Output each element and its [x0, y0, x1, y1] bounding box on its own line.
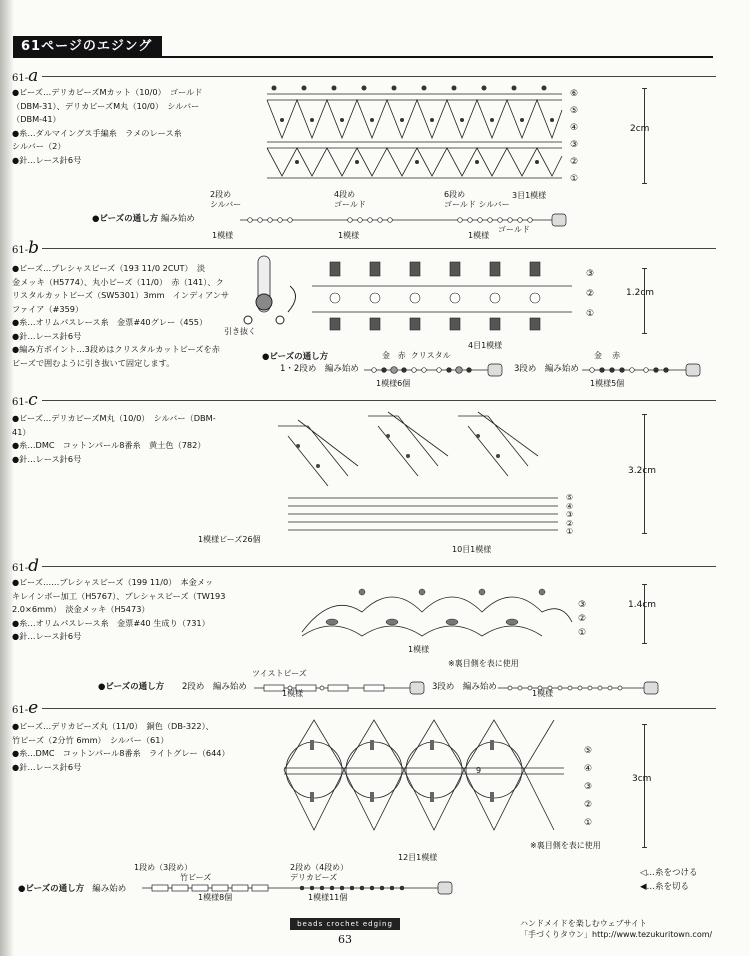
beads-count: 1模様ビーズ26個 [198, 535, 261, 544]
repeat-note: 3目1模様 [512, 191, 547, 200]
crochet-chart-c [268, 406, 568, 546]
watermark: ハンドメイドを楽しむウェブサイト 「手づくりタウン」http://www.tezukuritown.com/ [520, 919, 713, 939]
row-numbers: ③ ② ① [586, 269, 595, 319]
dimension-line [644, 584, 645, 644]
bead-label-group-2: 4段め ゴールド [334, 190, 366, 209]
section-61-b [12, 238, 716, 390]
section-rule [42, 248, 716, 249]
bead-label-group-3: 6段め ゴールド シルバー [444, 190, 510, 209]
threading-row-2: 3段め 編み始め [432, 682, 497, 692]
bead-string-b1 [364, 364, 504, 378]
repeat-label: 1模様6個 [376, 379, 411, 388]
crochet-chart-a [262, 80, 582, 190]
footer-title: beads crochet edging [290, 918, 400, 930]
dimension-label: 2cm [630, 124, 650, 134]
threading-row-2-label: 2段め（4段め） [290, 863, 349, 872]
bead-string-b2 [582, 364, 712, 378]
repeat-label: 10目1模様 [452, 545, 492, 554]
repeat-label: 12目1模様 [398, 853, 438, 862]
section-label: 61-a [12, 66, 39, 86]
threading-row-1: 1・2段め 編み始め [280, 364, 359, 374]
repeat-note: 4目1模様 [468, 341, 503, 350]
bead-string-e [142, 882, 462, 896]
section-61-e [12, 698, 716, 908]
bead-color-labels: 金 赤 [594, 351, 621, 360]
bead-threading-label: ●ビーズの通し方 [98, 682, 165, 692]
repeat-label: 1模様 [282, 689, 304, 698]
repeat-label: 1模様 [532, 689, 554, 698]
bead-label-bamboo: 竹ビーズ [180, 873, 212, 882]
row-numbers: ⑤ ④ ③ ② ① [566, 493, 574, 536]
materials-list: ●ビーズ…デリカビーズ丸（11/0） 銅色（DB-322）、 竹ビーズ（2分竹 6mm） シルバー（61） ●糸…DMC コットンパール8番糸 ライトグレー（644） ●針…レース針6号 [12, 721, 230, 772]
section-label: 61-d [12, 556, 39, 576]
dimension-label: 3.2cm [628, 466, 657, 476]
section-rule [42, 400, 716, 401]
page-number: 63 [338, 933, 352, 946]
crochet-chart-e [274, 710, 574, 846]
row-numbers: ⑥ ⑤ ④ ③ ② ① [570, 89, 579, 184]
note: ※裏目側を表に使用 [448, 659, 519, 668]
section-label: 61-e [12, 698, 39, 718]
section-61-d [12, 556, 716, 696]
dimension-line [644, 88, 645, 184]
materials-list: ●ビーズ…デリカビーズMカット（10/0） ゴールド （DBM-31）、デリカビーズM丸（10/0） シルバー （DBM-41） ●糸…ダルマイングス手編糸 ラメのレース糸 シルバー（2） ●針…レース針6号 [12, 87, 203, 165]
bead-threading-label: ●ビーズの通し方 編み始め [92, 214, 195, 224]
repeat-label: 1模様 [338, 231, 360, 240]
section-rule [42, 76, 716, 77]
repeat-label: 1模様 [212, 231, 234, 240]
threading-row-2: 3段め 編み始め [514, 364, 579, 374]
bead-color-labels: 金 赤 クリスタル [382, 351, 451, 360]
bead-label-twist: ツイストビーズ [252, 669, 307, 678]
section-label: 61-c [12, 390, 38, 410]
bead-label-delica: デリカビーズ [290, 873, 338, 882]
page-title: 61ページのエジング [13, 36, 162, 57]
row-numbers: ⑤ ④ ③ ② ① [584, 746, 593, 828]
dimension-line [644, 724, 645, 848]
section-rule [42, 566, 716, 567]
bead-string-d1 [254, 682, 434, 696]
bead-threading-label: ●ビーズの通し方 編み始め [18, 884, 127, 894]
section-61-c [12, 390, 716, 558]
repeat-label: 1模様11個 [308, 893, 348, 902]
dimension-label: 3cm [632, 774, 652, 784]
threading-row-1: 2段め 編み始め [182, 682, 247, 692]
title-rule [13, 56, 713, 58]
repeat-label: 1模様 [408, 645, 430, 654]
pull-label: 引き抜く [224, 327, 256, 336]
row-numbers: ③ ② ① [578, 600, 587, 638]
section-rule [42, 708, 716, 709]
symbol-legend: ◁…糸をつける ◀…糸を切る [640, 868, 698, 892]
bead-label-group-1: 2段め シルバー [210, 190, 242, 209]
repeat-label: 1模様 [468, 231, 490, 240]
note: ※裏目側を表に使用 [530, 841, 601, 850]
materials-list: ●ビーズ……プレシャスビーズ（199 11/0） 本金メッ キレインボー加工（H5767）、プレシャスビーズ（TW193 2.0×6mm） 淡金メッキ（H5473） ●糸…オリムパスレース糸 金票#40 生成り（731） ●針…レース針6号 [12, 577, 226, 641]
repeat-label: 1模様5個 [590, 379, 625, 388]
materials-list: ●ビーズ…プレシャスビーズ（193 11/0 2CUT） 淡 金メッキ（H5774）、丸小ビーズ（11/0） 赤（141）、ク リスタルカットビーズ（SW5301）3mm インディアンサ ファイア（#359） ●糸…オリムパスレース糸 金票#40グレー（455） ●針…レース針6号 ●編み方ポイント…3段めはクリスタルカットビーズを赤 ビーズで囲むように引き抜いて固定します。 [12, 263, 230, 368]
repeat-label: 1模様8個 [198, 893, 233, 902]
section-61-a [12, 66, 716, 244]
center-number: 9 [476, 766, 482, 775]
section-label: 61-b [12, 238, 39, 258]
dimension-label: 1.4cm [628, 600, 657, 610]
threading-row-1-label: 1段め（3段め） [134, 863, 193, 872]
bead-string-d2 [498, 682, 668, 696]
dimension-label: 1.2cm [626, 288, 655, 298]
crochet-chart-b [312, 256, 582, 336]
crochet-chart-d [292, 572, 582, 642]
materials-list: ●ビーズ…デリカビーズM丸（10/0） シルバー（DBM- 41） ●糸…DMC コットンパール8番糸 黄土色（782） ●針…レース針6号 [12, 413, 216, 464]
dimension-line [644, 268, 645, 334]
bead-label-gold: ゴールド [498, 225, 530, 234]
bead-threading-label: ●ビーズの通し方 [262, 352, 329, 362]
